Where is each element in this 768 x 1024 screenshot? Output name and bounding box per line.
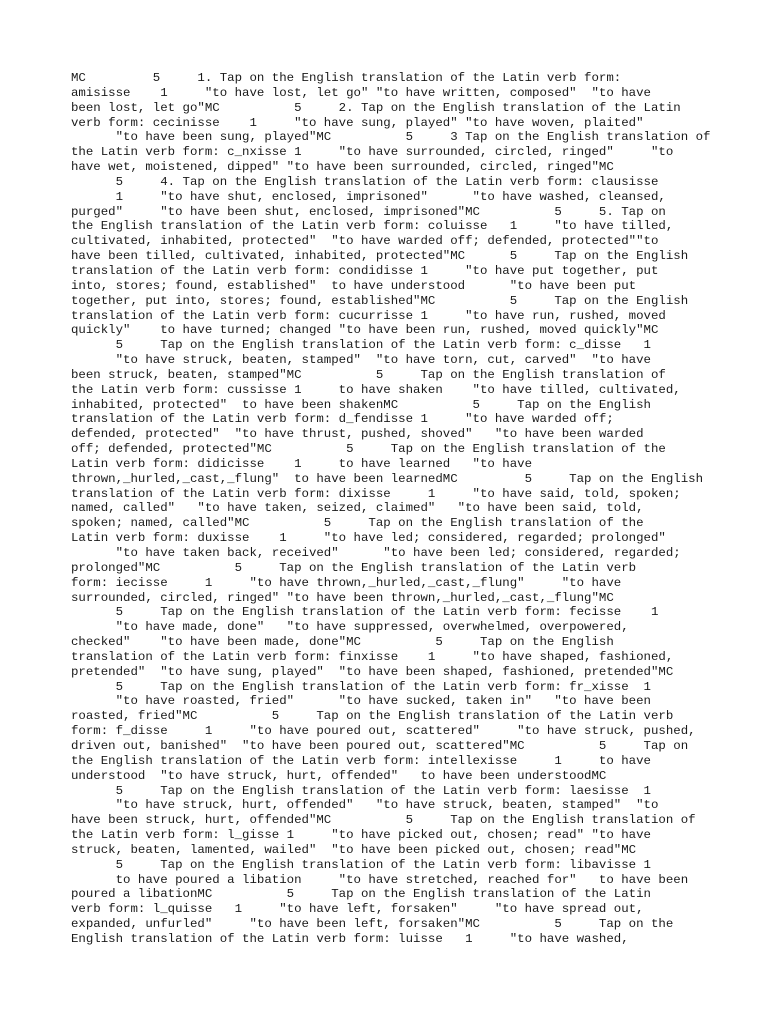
text-line: driven out, banished" "to have been poured out, scattered"MC 5 Tap on	[71, 738, 689, 753]
text-line: understood "to have struck, hurt, offended" to have been understoodMC	[71, 768, 607, 783]
text-line: translation of the Latin verb form: finxisse 1 "to have shaped, fashioned,	[71, 649, 674, 664]
text-line: English translation of the Latin verb form: luisse 1 "to have washed,	[71, 931, 629, 946]
text-line: 1 "to have shut, enclosed, imprisoned" "to have washed, cleansed,	[71, 189, 666, 204]
text-line: named, called" "to have taken, seized, claimed" "to have been said, told,	[71, 501, 644, 516]
text-line: off; defended, protected"MC 5 Tap on the English translation of the	[71, 442, 666, 457]
text-line: expanded, unfurled" "to have been left, forsaken"MC 5 Tap on the	[71, 917, 674, 932]
text-line: "to have struck, hurt, offended" "to have struck, beaten, stamped" "to	[71, 798, 659, 813]
text-line: the Latin verb form: c_nxisse 1 "to have surrounded, circled, ringed" "to	[71, 145, 674, 160]
text-line: checked" "to have been made, done"MC 5 Tap on the English	[71, 635, 614, 650]
text-line: 5 Tap on the English translation of the Latin verb form: fr_xisse 1	[71, 679, 651, 694]
text-line: into, stores; found, established" to have understood "to have been put	[71, 278, 637, 293]
text-line: 5 4. Tap on the English translation of the Latin verb form: clausisse	[71, 174, 659, 189]
text-line: the English translation of the Latin verb form: intellexisse 1 to have	[71, 753, 651, 768]
text-line: quickly" to have turned; changed "to have been run, rushed, moved quickly"MC	[71, 323, 659, 338]
text-line: the Latin verb form: l_gisse 1 "to have picked out, chosen; read" "to have	[71, 828, 651, 843]
text-line: translation of the Latin verb form: dixisse 1 "to have said, told, spoken;	[71, 486, 681, 501]
text-line: to have poured a libation "to have stretched, reached for" to have been	[71, 872, 689, 887]
text-line: "to have struck, beaten, stamped" "to have torn, cut, carved" "to have	[71, 353, 651, 368]
text-line: "to have taken back, received" "to have been led; considered, regarded;	[71, 546, 681, 560]
text-line: prolonged"MC 5 Tap on the English translation of the Latin verb	[71, 560, 637, 575]
text-line: the Latin verb form: cussisse 1 to have shaken "to have tilled, cultivated,	[71, 382, 681, 397]
text-line: pretended" "to have sung, played" "to have been shaped, fashioned, pretended"MC	[71, 664, 674, 679]
text-line: been struck, beaten, stamped"MC 5 Tap on the English translation of	[71, 367, 666, 382]
text-line: defended, protected" "to have thrust, pushed, shoved" "to have been warded	[71, 427, 644, 442]
document-text	[71, 71, 711, 947]
text-line: verb form: l_quisse 1 "to have left, forsaken" "to have spread out,	[71, 902, 644, 917]
text-line: form: iecisse 1 "to have thrown,_hurled,_cast,_flung" "to have	[71, 575, 622, 590]
text-line: "to have roasted, fried" "to have sucked, taken in" "to have been	[71, 694, 651, 709]
text-line: been lost, let go"MC 5 2. Tap on the English translation of the Latin	[71, 100, 681, 115]
text-line: the English translation of the Latin verb form: coluisse 1 "to have tilled,	[71, 219, 674, 234]
text-line: "to have been sung, played"MC 5 3 Tap on the English translation of	[71, 130, 711, 145]
text-line: 5 Tap on the English translation of the Latin verb form: libavisse 1	[71, 857, 651, 872]
text-line: 5 Tap on the English translation of the Latin verb form: fecisse 1	[71, 605, 659, 620]
text-line: inhabited, protected" to have been shakenMC 5 Tap on the English	[71, 397, 651, 412]
text-line: cultivated, inhabited, protected" "to have warded off; defended, protected""to	[71, 234, 659, 249]
text-line: have been struck, hurt, offended"MC 5 Tap on the English translation of	[71, 813, 696, 828]
text-line: surrounded, circled, ringed" "to have been thrown,_hurled,_cast,_flung"MC	[71, 590, 614, 605]
text-line: roasted, fried"MC 5 Tap on the English translation of the Latin verb	[71, 709, 674, 724]
text-line: poured a libationMC 5 Tap on the English translation of the Latin	[71, 887, 651, 902]
text-line: 5 Tap on the English translation of the Latin verb form: laesisse 1	[71, 783, 651, 798]
text-line: "to have made, done" "to have suppressed, overwhelmed, overpowered,	[71, 620, 629, 635]
text-line: verb form: cecinisse 1 "to have sung, played" "to have woven, plaited"	[71, 115, 644, 130]
text-line: translation of the Latin verb form: condidisse 1 "to have put together, put	[71, 263, 659, 278]
text-line: form: f_disse 1 "to have poured out, scattered" "to have struck, pushed,	[71, 724, 696, 739]
text-line: have been tilled, cultivated, inhabited, protected"MC 5 Tap on the English	[71, 249, 689, 264]
text-line: struck, beaten, lamented, wailed" "to have been picked out, chosen; read"MC	[71, 842, 637, 857]
text-line: 5 Tap on the English translation of the Latin verb form: c_disse 1	[71, 338, 651, 353]
text-line: translation of the Latin verb form: d_fendisse 1 "to have warded off;	[71, 412, 614, 427]
text-line: have wet, moistened, dipped" "to have been surrounded, circled, ringed"MC	[71, 160, 614, 175]
text-line: thrown,_hurled,_cast,_flung" to have been learnedMC 5 Tap on the English	[71, 471, 704, 486]
text-line: purged" "to have been shut, enclosed, imprisoned"MC 5 5. Tap on	[71, 204, 666, 219]
text-line: Latin verb form: duxisse 1 "to have led; considered, regarded; prolonged"	[71, 531, 666, 546]
text-line: translation of the Latin verb form: cucurrisse 1 "to have run, rushed, moved	[71, 308, 666, 323]
text-line: amisisse 1 "to have lost, let go" "to have written, composed" "to have	[71, 85, 651, 100]
text-line: spoken; named, called"MC 5 Tap on the English translation of the	[71, 516, 644, 531]
text-line: together, put into, stores; found, established"MC 5 Tap on the English	[71, 293, 689, 308]
text-line: MC 5 1. Tap on the English translation of the Latin verb form:	[71, 71, 622, 85]
text-line: Latin verb form: didicisse 1 to have learned "to have	[71, 456, 533, 471]
